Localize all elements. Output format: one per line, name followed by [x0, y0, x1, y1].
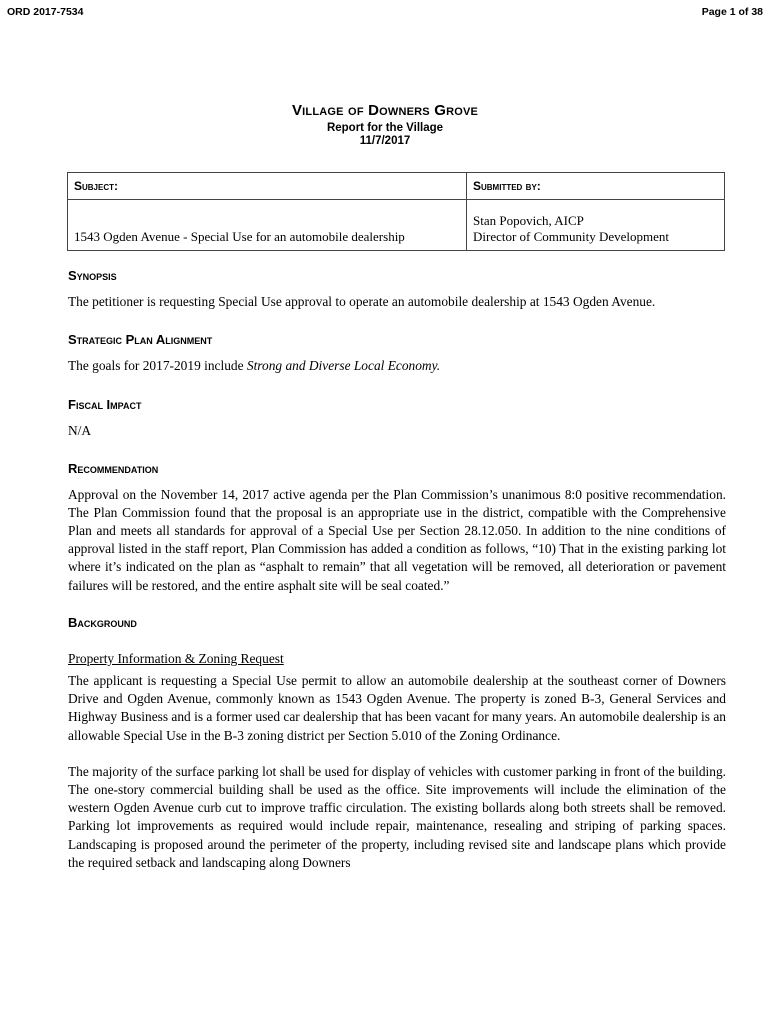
strategic-text-prefix: The goals for 2017-2019 include [68, 358, 247, 374]
strategic-heading: Strategic Plan Alignment [68, 332, 213, 348]
background-heading: Background [68, 614, 137, 630]
property-info-subheading: Property Information & Zoning Request [68, 650, 284, 666]
page-title: Village of Downers Grove [291, 102, 479, 119]
synopsis-text: The petitioner is requesting Special Use approval to operate an automobile dealership at 1543 Ogden Avenue. [68, 294, 656, 309]
submitted-by-label: Submitted by: [467, 173, 725, 200]
report-date: 11/7/2017 [359, 135, 411, 147]
subject-label: Subject: [68, 173, 467, 200]
submitter-name: Stan Popovich, AICP [473, 213, 584, 228]
recommendation-text: Approval on the November 14, 2017 active agenda per the Plan Commission’s unanimous 8:0 positive recommendation. The Plan Commission found that the proposal is an appropriate use in the district, compatible with the Comprehensive Plan and meets all standards for approval of a Special Use per Section 28.12.050. In addition to the nine conditions of approval listed in the staff report, Plan Commission has added a condition as follows, “10) That in the existing parking lot where it’s indicated on the plan as “asphalt to remain” that all vegetation will be removed, all deterioration or pavement failures will be restored, and the entire asphalt site will be seal coated.” [68, 486, 726, 593]
submitter-title: Director of Community Development [473, 229, 670, 244]
synopsis-heading: Synopsis [68, 268, 117, 283]
subject-value: 1543 Ogden Avenue - Special Use for an automobile dealership [68, 200, 467, 251]
strategic-goal: Strong and Diverse Local Economy. [246, 358, 441, 374]
fiscal-text: N/A [68, 423, 92, 439]
document-id: ORD 2017-7534 [7, 6, 84, 18]
fiscal-heading: Fiscal Impact [68, 397, 142, 413]
title-block [0, 102, 770, 147]
strategic-text [68, 357, 726, 375]
background-paragraph-2: The majority of the surface parking lot shall be used for display of vehicles with customer parking in front of the building. The one-story commercial building shall be used as the office. Site improvements will include the elimination of the western Ogden Avenue curb cut to improve traffic circulation. The existing bollards along both streets shall be removed. Parking lot improvements as required would include repair, maintenance, resealing and striping of parking spaces. Landscaping is proposed around the perimeter of the property, including revised site and landscape plans which provide the required setback and landscaping along Downers [68, 763, 726, 870]
report-body [68, 268, 726, 872]
subject-table [67, 172, 725, 251]
background-paragraph-1: The applicant is requesting a Special Use permit to allow an automobile dealership at the southeast corner of Downers Drive and Ogden Avenue, commonly known as 1543 Ogden Avenue. The property is zoned B-3, General Services and Highway Business and is a former used car dealership that has been vacant for many years. An automobile dealership is an allowable Special Use in the B-3 zoning district per Section 5.010 of the Zoning Ordinance. [68, 673, 726, 743]
submitter-cell [467, 200, 725, 251]
page-number: Page 1 of 38 [701, 6, 763, 18]
recommendation-heading: Recommendation [68, 460, 159, 476]
report-subtitle: Report for the Village [326, 122, 444, 134]
